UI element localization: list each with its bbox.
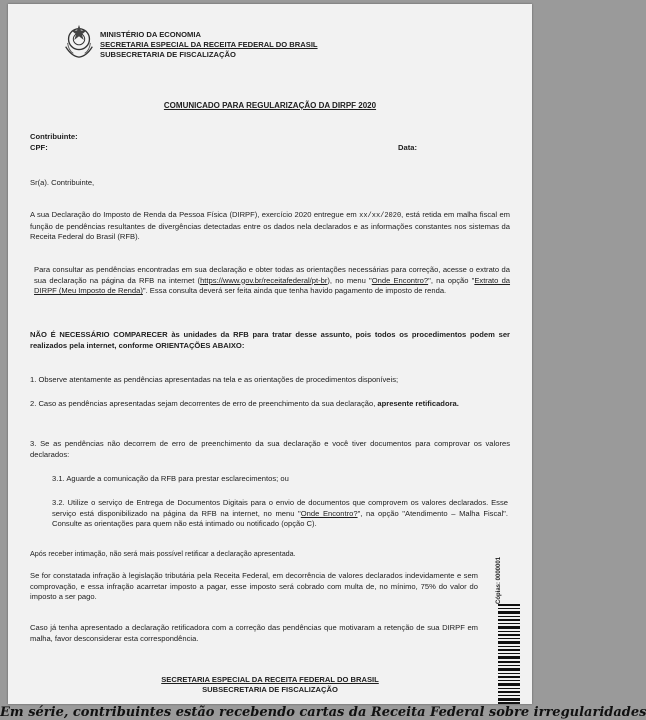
contribuinte-label: Contribuinte: — [30, 132, 78, 141]
document-title: COMUNICADO PARA REGULARIZAÇÃO DA DIRPF 2020 — [163, 101, 377, 110]
brasao-seal-icon — [60, 22, 98, 60]
paragraph-disregard: Caso já tenha apresentado a declaração retificadora com a correção das pendências que motivaram a retenção de sua DIRPF em malha, favor desconsiderar esta correspondência. — [30, 623, 478, 643]
photo-caption: Em série, contribuintes estão recebendo cartas da Receita Federal sobre irregularidades — [0, 705, 646, 720]
paragraph-infraction: Se for constatada infração à legislação tributária pela Receita Federal, em decorrência de valores declarados indevidamente e sem comprovação, e essa infração acarretar imposto a pagar, esse imposto será cobrado com multa de, no mínimo, 75% do valor do imposto a ser pago. — [30, 571, 478, 602]
data-label: Data: — [398, 143, 417, 152]
header-subsecretariat: SUBSECRETARIA DE FISCALIZAÇÃO — [100, 50, 236, 59]
barcode-icon — [498, 604, 520, 704]
letter-page — [8, 4, 532, 704]
instruction-3-1: 3.1. Aguarde a comunicação da RFB para prestar esclarecimentos; ou — [52, 474, 289, 483]
rfb-link[interactable]: https://www.gov.br/receitafederal/pt-br — [200, 275, 328, 285]
cpf-label: CPF: — [30, 143, 48, 152]
footer-subsecretariat: SUBSECRETARIA DE FISCALIZAÇÃO — [202, 685, 338, 694]
header-ministry: MINISTÉRIO DA ECONOMIA — [100, 30, 201, 39]
header-secretariat: SECRETARIA ESPECIAL DA RECEITA FEDERAL DO BRASIL — [100, 40, 318, 49]
side-code: Cópias: 0000001 — [496, 556, 502, 604]
paragraph-no-need: NÃO É NECESSÁRIO COMPARECER às unidades da RFB para tratar desse assunto, pois todos os procedimentos podem ser realizados pela internet, conforme ORIENTAÇÕES ABAIXO: — [30, 330, 510, 350]
instruction-1: 1. Observe atentamente as pendências apresentadas na tela e as orientações de procedimentos disponíveis; — [30, 375, 399, 384]
paragraph-retention: A sua Declaração do Imposto de Renda da Pessoa Física (DIRPF), exercício 2020 entregue em xx/xx/2020, está retida em malha fiscal em função de pendências resultantes de divergências detectadas entre os dados nela declarados e as informações constantes nos sistemas da Receita Federal do Brasil (RFB). — [30, 210, 511, 242]
footer-secretariat: SECRETARIA ESPECIAL DA RECEITA FEDERAL DO BRASIL — [161, 675, 379, 684]
instruction-2: 2. Caso as pendências apresentadas sejam decorrentes de erro de preenchimento da sua declaração, apresente retificadora. — [30, 399, 459, 408]
paragraph-consult: Para consultar as pendências encontradas em sua declaração e obter todas as orientações necessárias para correção, acesse o extrato da sua declaração na página da RFB na internet (https://www.gov.br/receitafederal/pt-br), no menu "Onde Encontro?", na opção "Extrato da DIRPF (Meu Imposto de Renda)". Essa consulta deverá ser feita ainda que tenha havido pagamento de imposto de renda. — [34, 265, 511, 296]
instruction-3: 3. Se as pendências não decorrem de erro de preenchimento da sua declaração e você tiver documentos para comprovar os valores declarados: — [30, 439, 510, 459]
greeting: Sr(a). Contribuinte, — [30, 178, 95, 187]
instruction-3-2: 3.2. Utilize o serviço de Entrega de Documentos Digitais para o envio de documentos que comprovem os valores declarados. Esse serviço está disponibilizado na página da RFB na internet, no menu "Onde Encontro?", na opção "Atendimento – Malha Fiscal". Consulte as orientações para quem não está intimado ou notificado (opção C). — [52, 498, 508, 529]
paragraph-after-notice: Após receber intimação, não será mais possível retificar a declaração apresentada. — [30, 549, 296, 558]
